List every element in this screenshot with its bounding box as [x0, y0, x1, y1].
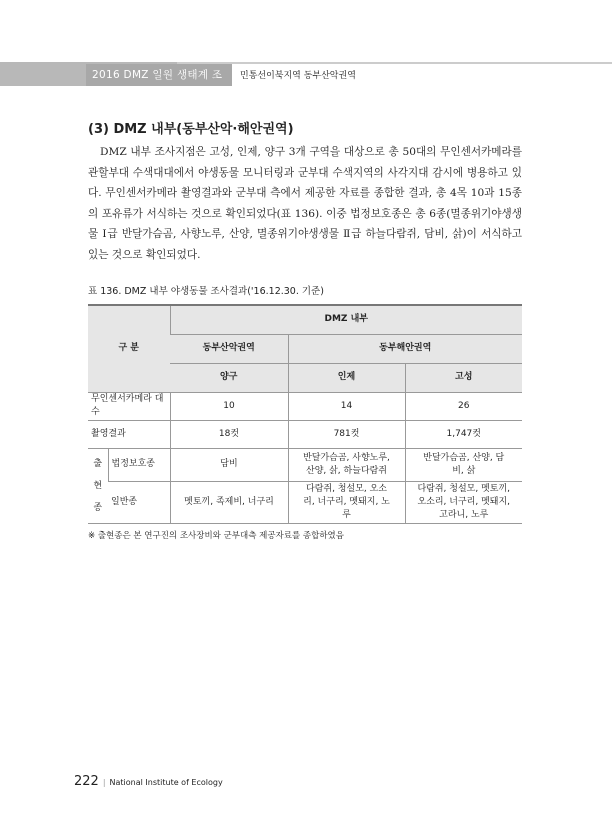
header-east-mountain: 동부산악권역: [170, 334, 288, 363]
cell: 멧토끼, 족제비, 너구리: [170, 481, 288, 523]
body-paragraph: DMZ 내부 조사지점은 고성, 인제, 양구 3개 구역을 대상으로 총 50대의 무인센서카메라를 관할부대 수색대대에서 야생동물 모니터링과 군부대 수색지역의 사각지대 감시에 병용하고 있다. 무인센서카메라 촬영결과와 군부대 측에서 제공한 자료를 종합한 결과, 총 4목 10과 15종의 포유류가 서식하는 것으로 확인되었다(표 136). 이중 법정보호종은 총 6종(멸종위기야생생물 Ⅰ급 반달가슴곰, 사향노루, 산양, 멸종위기야생생물 Ⅱ급 하늘다람쥐, 담비, 삵)이 서식하고 있는 것으로 확인되었다.: [88, 146, 522, 261]
page-number: 222: [74, 774, 99, 789]
footer-divider: |: [102, 778, 106, 787]
cell: 26: [405, 392, 522, 420]
cell: 담비: [170, 448, 288, 481]
body-text: [88, 142, 522, 266]
col-inje: 인제: [288, 363, 405, 392]
footer-org: National Institute of Ecology: [109, 778, 223, 787]
header-category: 구 분: [88, 305, 170, 392]
header-dmz: DMZ 내부: [170, 305, 522, 334]
cell: 18컷: [170, 420, 288, 448]
row-label: 촬영결과: [88, 420, 170, 448]
survey-table: [88, 304, 522, 524]
header-series: 2016 DMZ 일원 생태계 조사: [86, 64, 232, 86]
section-title: (3) DMZ 내부(동부산악·해안권역): [88, 122, 294, 137]
col-yanggu: 양구: [170, 363, 288, 392]
cell: 781컷: [288, 420, 405, 448]
header-rule: [177, 62, 612, 64]
cell: 1,747컷: [405, 420, 522, 448]
row-label: 일반종: [108, 481, 170, 523]
cell: 14: [288, 392, 405, 420]
table-caption: 표 136. DMZ 내부 야생동물 조사결과('16.12.30. 기준): [88, 286, 324, 297]
table-note: ※ 출현종은 본 연구진의 조사장비와 군부대측 제공자료를 종합하였음: [88, 531, 344, 541]
cell: 다람쥐, 청설모, 오소리, 너구리, 멧돼지, 노루: [288, 481, 405, 523]
cell: 10: [170, 392, 288, 420]
row-label: 법정보호종: [108, 448, 170, 481]
row-label: 무인센서카메라 대수: [88, 392, 170, 420]
col-goseong: 고성: [405, 363, 522, 392]
cell: 다람쥐, 청설모, 멧토끼, 오소리, 너구리, 멧돼지, 고라니, 노루: [405, 481, 522, 523]
group-label: 출 현 종: [88, 448, 108, 523]
cell: 반달가슴곰, 산양, 담비, 삵: [405, 448, 522, 481]
header-east-coast: 동부해안권역: [288, 334, 522, 363]
cell: 반달가슴곰, 사향노루, 산양, 삵, 하늘다람쥐: [288, 448, 405, 481]
header-chapter: 민통선이북지역 동부산악권역: [240, 71, 356, 81]
footer: [74, 774, 223, 789]
